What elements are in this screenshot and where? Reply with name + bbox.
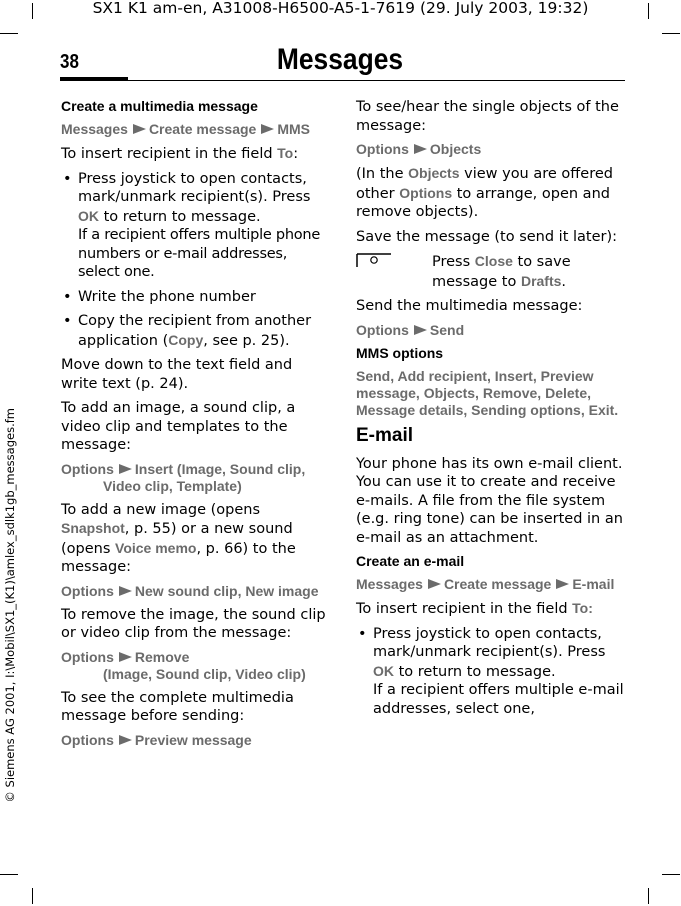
list-item: • Press joystick to open contacts, mark/unmark recipient(s). Press OK to return to message. If a recipient offers multiple e-mail addresses, select one, — [356, 625, 626, 719]
paragraph: To add a new image (opens Snapshot, p. 55) or a new sound (opens Voice memo, p. 66) to the message: — [61, 501, 296, 575]
header-rule-thick — [60, 77, 128, 81]
menu-path: Messages Create message E-mail — [356, 576, 615, 592]
paragraph: To insert recipient in the field To: — [356, 600, 593, 617]
arrow-icon — [119, 464, 132, 474]
page-number: 38 — [60, 51, 79, 73]
header-rule — [128, 80, 625, 81]
section-heading: Create a multimedia message — [61, 98, 258, 114]
list-item: • Press joystick to open contacts, mark/unmark recipient(s). Press OK to return to message. If a recipient offers multiple phone numbers or e-mail addresses, select one. — [61, 170, 329, 282]
paragraph: To see/hear the single objects of the message: — [356, 99, 619, 134]
arrow-icon — [119, 735, 132, 745]
menu-path: Options Preview message — [61, 731, 252, 748]
paragraph: Move down to the text field and write text (p. 24). — [61, 357, 293, 392]
paragraph: To see the complete multimedia message before sending: — [61, 689, 294, 724]
menu-path: Options Send — [356, 321, 465, 338]
paragraph: To remove the image, the sound clip or video clip from the message: — [61, 606, 326, 641]
crop-mark — [662, 33, 680, 34]
side-copyright: © Siemens AG 2001, I:\Mobil\SX1_(K1)\amlex_sdlk1gb_messages.fm — [3, 408, 17, 803]
list-item: • Copy the recipient from another application (Copy, see p. 25). — [61, 312, 329, 350]
options-list: Send, Add recipient, Insert, Preview message, Objects, Remove, Delete, Message details, Sending options, Exit. — [356, 367, 619, 418]
menu-path: Options Remove (Image, Sound clip, Video clip) — [61, 648, 306, 682]
paragraph: Press Close to save message to Drafts. — [432, 253, 571, 290]
right-column — [356, 98, 626, 724]
crop-mark — [648, 3, 649, 19]
arrow-icon — [414, 325, 427, 335]
menu-path: Options Objects — [356, 141, 482, 157]
crop-mark — [32, 3, 33, 19]
crop-mark — [0, 33, 18, 34]
arrow-icon — [133, 124, 146, 134]
arrow-icon — [414, 144, 427, 154]
crop-mark — [32, 888, 33, 904]
page-title: Messages — [276, 43, 404, 76]
arrow-icon — [428, 579, 441, 589]
crop-mark — [662, 874, 680, 875]
softkey-icon — [356, 252, 432, 291]
list-item: • Write the phone number — [61, 288, 329, 307]
arrow-icon — [261, 124, 274, 134]
menu-path: Options New sound clip, New image — [61, 582, 319, 599]
paragraph: Your phone has its own e-mail client. You can use it to create and receive e-mails. A file from the file system (e.g. ring tone) can be inserted in an e-mail as an attachment. — [356, 455, 623, 546]
arrow-icon — [556, 579, 569, 589]
arrow-icon — [119, 652, 132, 662]
paragraph: To insert recipient in the field To: — [61, 145, 299, 162]
section-heading: Create an e-mail — [356, 553, 465, 569]
running-header: SX1 K1 am-en, A31008-H6500-A5-1-7619 (29. July 2003, 19:32) — [92, 0, 589, 17]
softkey-instruction — [356, 252, 626, 291]
paragraph: (In the Objects view you are offered other Options to arrange, open and remove objects). — [356, 165, 613, 220]
paragraph: Send the multimedia message: — [356, 298, 583, 314]
crop-mark — [648, 888, 649, 904]
menu-path: Messages Create message MMS — [61, 121, 311, 137]
left-column — [61, 98, 329, 755]
section-title: E-mail — [356, 424, 414, 446]
paragraph: To add an image, a sound clip, a video clip and templates to the message: — [61, 400, 296, 453]
section-heading: MMS options — [356, 344, 444, 361]
paragraph: Save the message (to send it later): — [356, 228, 618, 245]
menu-path: Options Insert (Image, Sound clip, Video clip, Template) — [61, 460, 306, 494]
arrow-icon — [119, 586, 132, 596]
